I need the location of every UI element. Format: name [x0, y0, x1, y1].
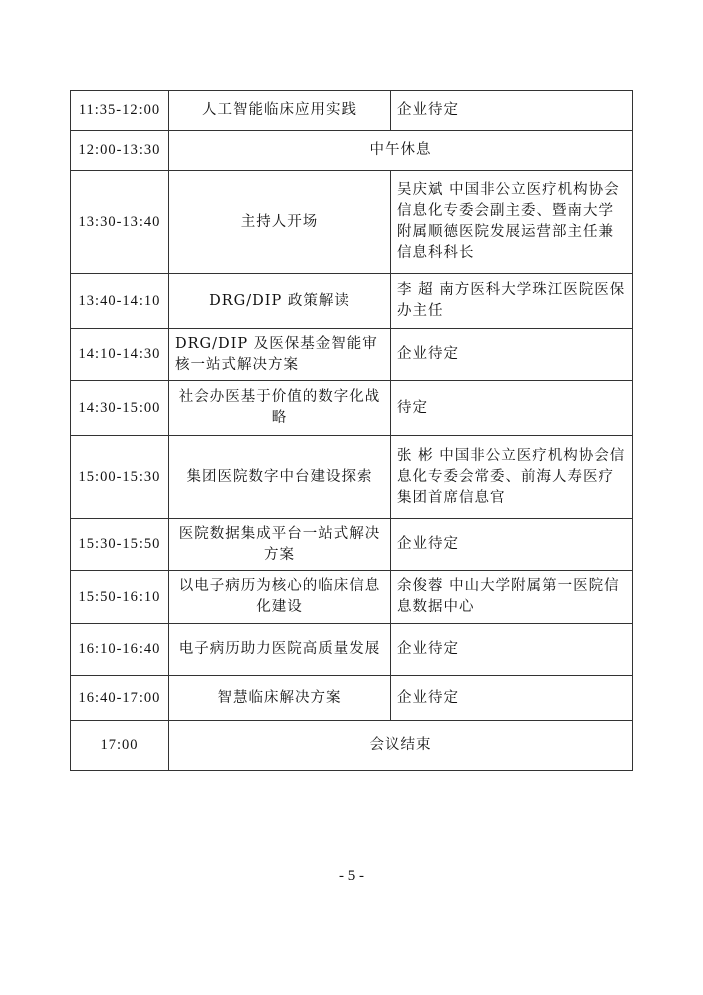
time-cell: 11:35-12:00 [71, 91, 169, 131]
topic-cell: 电子病历助力医院高质量发展 [169, 624, 391, 676]
topic-cell: 医院数据集成平台一站式解决方案 [169, 519, 391, 571]
closing-cell: 会议结束 [169, 721, 633, 771]
table-row [71, 519, 633, 571]
topic-cell: 社会办医基于价值的数字化战略 [169, 381, 391, 436]
schedule-table [70, 90, 633, 771]
topic-cell: 人工智能临床应用实践 [169, 91, 391, 131]
time-cell: 13:30-13:40 [71, 171, 169, 274]
table-row [71, 624, 633, 676]
topic-cell: 智慧临床解决方案 [169, 676, 391, 721]
speaker-cell: 待定 [391, 381, 633, 436]
table-row [71, 274, 633, 329]
table-row [71, 676, 633, 721]
time-cell: 14:10-14:30 [71, 329, 169, 381]
topic-cell: 集团医院数字中台建设探索 [169, 436, 391, 519]
speaker-cell: 余俊蓉 中山大学附属第一医院信息数据中心 [391, 571, 633, 624]
table-row [71, 171, 633, 274]
time-cell: 17:00 [71, 721, 169, 771]
table-row [71, 436, 633, 519]
speaker-cell: 企业待定 [391, 91, 633, 131]
topic-cell: 主持人开场 [169, 171, 391, 274]
page-number: - 5 - [339, 868, 364, 884]
table-row [71, 131, 633, 171]
break-cell: 中午休息 [169, 131, 633, 171]
speaker-cell: 吴庆斌 中国非公立医疗机构协会信息化专委会副主委、暨南大学附属顺德医院发展运营部主任兼信息科科长 [391, 171, 633, 274]
topic-cell: DRG/DIP 及医保基金智能审核一站式解决方案 [169, 329, 391, 381]
speaker-cell: 李 超 南方医科大学珠江医院医保办主任 [391, 274, 633, 329]
time-cell: 14:30-15:00 [71, 381, 169, 436]
speaker-cell: 企业待定 [391, 676, 633, 721]
time-cell: 15:50-16:10 [71, 571, 169, 624]
speaker-cell: 企业待定 [391, 624, 633, 676]
time-cell: 15:00-15:30 [71, 436, 169, 519]
topic-cell: 以电子病历为核心的临床信息化建设 [169, 571, 391, 624]
time-cell: 16:10-16:40 [71, 624, 169, 676]
table-row [71, 381, 633, 436]
time-cell: 15:30-15:50 [71, 519, 169, 571]
table-row [71, 721, 633, 771]
time-cell: 12:00-13:30 [71, 131, 169, 171]
time-cell: 13:40-14:10 [71, 274, 169, 329]
table-row [71, 329, 633, 381]
topic-cell: DRG/DIP 政策解读 [169, 274, 391, 329]
speaker-cell: 企业待定 [391, 519, 633, 571]
speaker-cell: 张 彬 中国非公立医疗机构协会信息化专委会常委、前海人寿医疗集团首席信息官 [391, 436, 633, 519]
time-cell: 16:40-17:00 [71, 676, 169, 721]
table-row [71, 91, 633, 131]
table-row [71, 571, 633, 624]
speaker-cell: 企业待定 [391, 329, 633, 381]
